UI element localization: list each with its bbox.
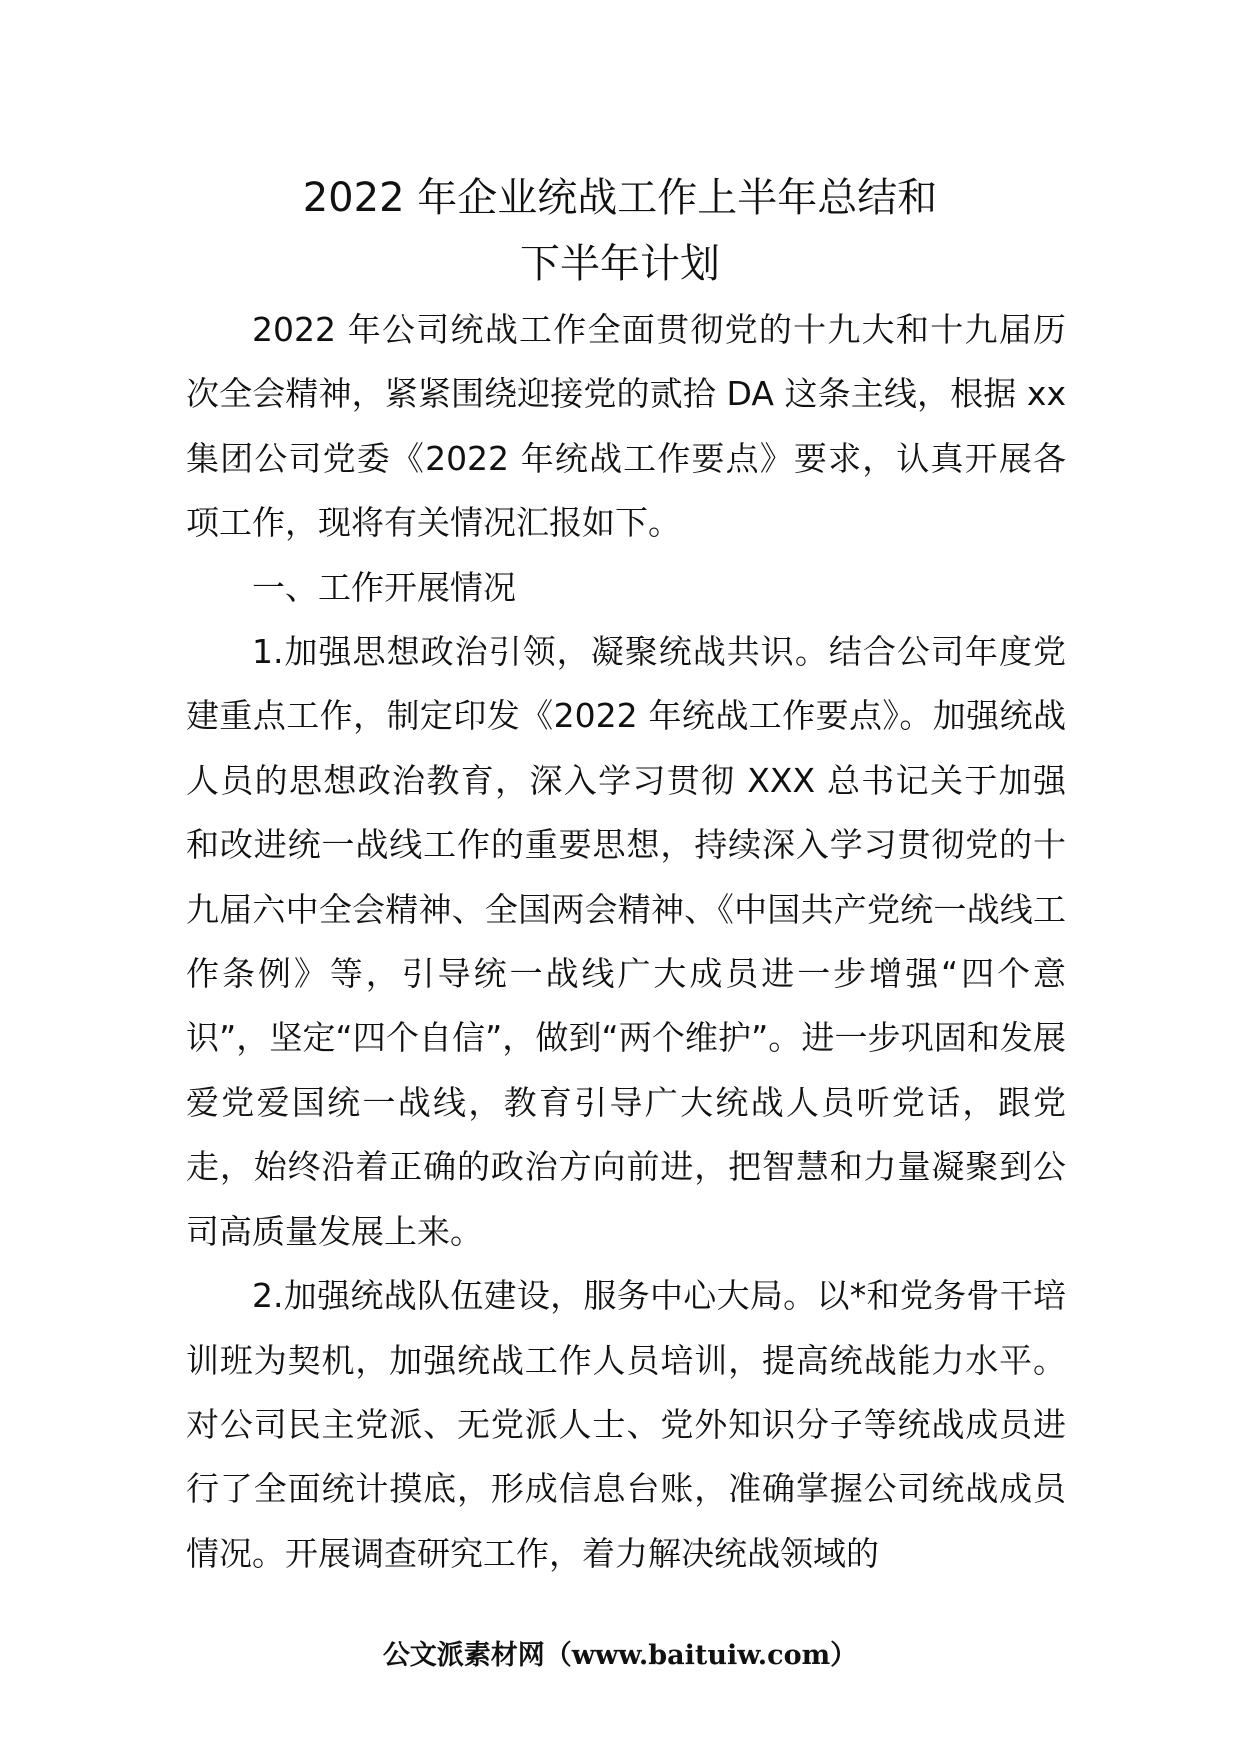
paragraph-item-1: 1.加强思想政治引领，凝聚统战共识。结合公司年度党建重点工作，制定印发《2022 年统战工作要点》。加强统战人员的思想政治教育，深入学习贯彻 XXX 总书记关于加强和改进统一战线工作的重要思想，持续深入学习贯彻党的十九届六中全会精神、全国两会精神、《中国共产党统一战线工作条例》等，引导统一战线广大成员进一步增强“四个意识”，坚定“四个自信”，做到“两个维护”。进一步巩固和发展爱党爱国统一战线，教育引导广大统战人员听党话，跟党走，始终沿着正确的政治方向前进，把智慧和力量凝聚到公司高质量发展上来。 [186, 632, 1066, 1251]
footer-watermark: 公文派素材网（www.baituiw.com） [382, 1640, 858, 1671]
section-heading: 一、工作开展情况 [252, 567, 516, 607]
document-title-line-2: 下半年计划 [520, 241, 720, 287]
paragraph-item-2: 2.加强统战队伍建设，服务中心大局。以*和党务骨干培训班为契机，加强统战工作人员培训，提高统战能力水平。对公司民主党派、无党派人士、党外知识分子等统战成员进行了全面统计摸底，形成信息台账，准确掌握公司统战成员情况。开展调查研究工作，着力解决统战领域的 [186, 1276, 1066, 1573]
document-body [186, 298, 1066, 1586]
document-title-line-1: 2022 年企业统战工作上半年总结和 [302, 175, 938, 221]
paragraph-intro: 2022 年公司统战工作全面贯彻党的十九大和十九届历次全会精神，紧紧围绕迎接党的贰拾 DA 这条主线，根据 xx 集团公司党委《2022 年统战工作要点》要求，认真开展各项工作，现将有关情况汇报如下。 [186, 310, 1066, 543]
